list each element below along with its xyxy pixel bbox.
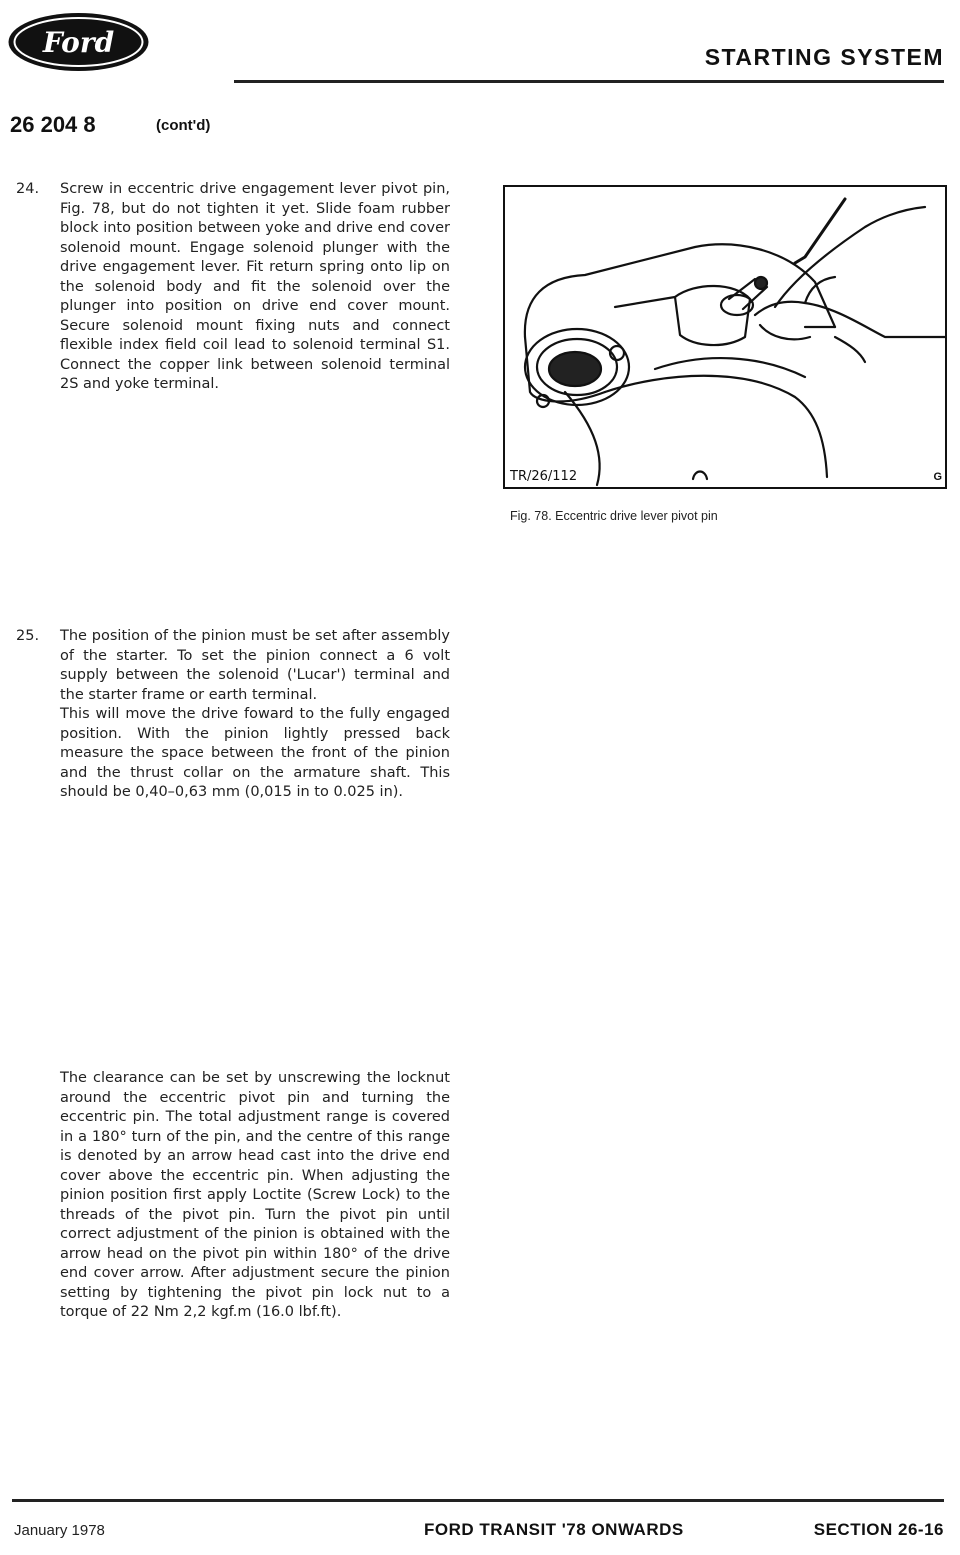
figure-78 bbox=[503, 185, 947, 489]
ford-logo-text: Ford bbox=[42, 26, 115, 59]
paragraph: This will move the drive foward to the fully engaged position. With the pinion lightly pressed back measure the space between the front of the pinion and the thrust collar on the armature shaft. This should be 0,40–0,63 mm (0,015 in to 0.025 in). bbox=[60, 706, 450, 800]
footer-date: January 1978 bbox=[14, 1522, 105, 1539]
item-24-text bbox=[60, 180, 450, 395]
item-25-continued-text bbox=[60, 1069, 450, 1323]
item-25-text bbox=[60, 627, 450, 803]
item-number: 25. bbox=[16, 628, 40, 644]
footer-section: SECTION 26-16 bbox=[813, 1520, 944, 1539]
footer-model: FORD TRANSIT '78 ONWARDS bbox=[424, 1520, 684, 1539]
figure-reference: TR/26/112 bbox=[510, 469, 578, 484]
section-number: 26 204 8 bbox=[10, 112, 96, 137]
page-header-title: STARTING SYSTEM bbox=[704, 44, 944, 70]
paragraph: The clearance can be set by unscrewing the locknut around the eccentric pivot pin and turning the eccentric pin. The total adjustment range is covered in a 180° turn of the pin, and the centre of this range is denoted by an arrow head cast into the drive end cover above the eccentric pin. When adjusting the pinion position first apply Loctite (Screw Lock) to the threads of the pivot pin. Turn the pivot pin until correct adjustment of the pinion is obtained with the arrow head on the pivot pin within 180° of the drive end cover arrow. After adjustment secure the pinion setting by tightening the pivot pin lock nut to a torque of 22 Nm 2,2 kgf.m (16.0 lbf.ft). bbox=[60, 1070, 450, 1320]
ford-logo bbox=[6, 10, 151, 74]
header-divider bbox=[234, 80, 944, 83]
footer-divider bbox=[12, 1499, 944, 1502]
figure-letter: G bbox=[933, 471, 942, 483]
paragraph: Screw in eccentric drive engagement lever pivot pin, Fig. 78, but do not tighten it yet. Slide foam rubber block into position between yoke and drive end cover solenoid mount. Engage solenoid plunger with the drive engagement lever. Fit return spring onto lip on the solenoid body and fit the solenoid over the plunger into position on drive end cover mount. Secure solenoid mount fixing nuts and connect flexible index field coil lead to solenoid terminal S1. Connect the copper link between solenoid terminal 2S and yoke terminal. bbox=[60, 181, 450, 392]
section-continued: (cont'd) bbox=[156, 117, 211, 134]
paragraph: The position of the pinion must be set after assembly of the starter. To set the pinion connect a 6 volt supply between the solenoid ('Lucar') terminal and the starter frame or earth terminal. bbox=[60, 628, 450, 703]
item-number: 24. bbox=[16, 181, 40, 197]
drive-end-cover-illustration bbox=[505, 187, 945, 487]
figure-caption: Fig. 78. Eccentric drive lever pivot pin bbox=[510, 509, 718, 523]
